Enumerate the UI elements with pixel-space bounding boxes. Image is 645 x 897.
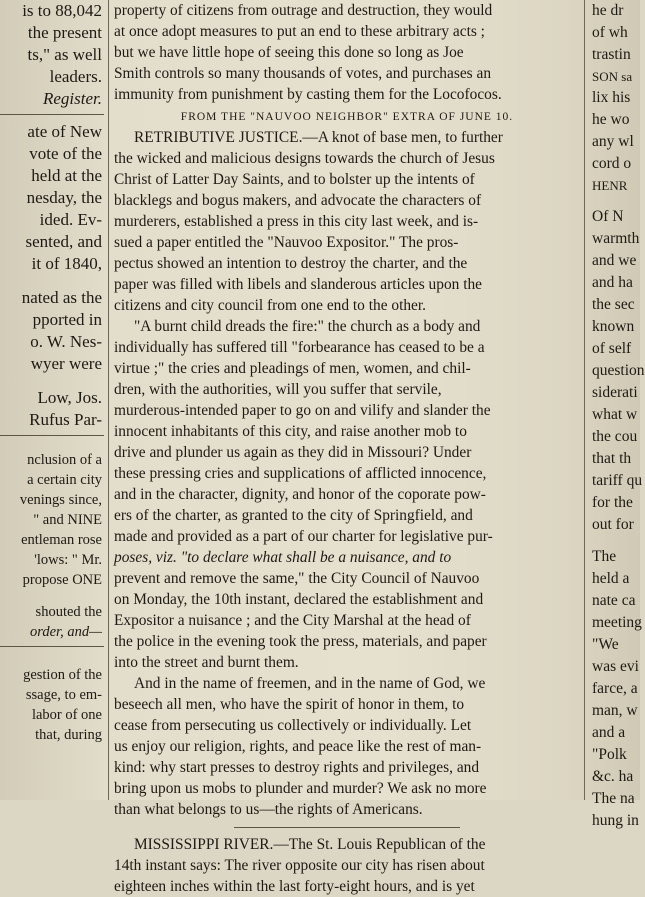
- text-line: made and provided as a part of our charter for legislative pur-: [114, 528, 493, 545]
- text-line: pported in: [32, 310, 102, 329]
- text-line: " and NINE: [33, 512, 102, 528]
- text-line: nated as the: [21, 288, 102, 307]
- column-rule-left: [108, 0, 109, 800]
- text-line: hung in: [592, 812, 639, 829]
- text-line: meeting: [592, 614, 642, 631]
- text-line: RETRIBUTIVE JUSTICE.—A knot of base men, to further: [134, 129, 503, 146]
- text-line: he wo: [592, 111, 630, 128]
- text-line: at once adopt measures to put an end to these arbitrary acts ;: [114, 23, 485, 40]
- divider: [0, 646, 104, 647]
- text-line: lix his: [592, 89, 631, 106]
- text-line: Expositor a nuisance ; and the City Marshal at the head of: [114, 612, 471, 629]
- text-line: propose ONE: [22, 572, 102, 588]
- text-line: ts," as well: [27, 45, 102, 64]
- burnt-child-paragraph: [114, 316, 580, 673]
- text-line: and in the character, dignity, and honor of the coporate pow-: [114, 486, 486, 503]
- text-line: kind: why start presses to destroy rights and privileges, and: [114, 759, 480, 776]
- text-line: the police in the evening took the press, materials, and paper: [114, 633, 487, 650]
- text-line: "We: [592, 636, 619, 653]
- text-line: sued a paper entitled the "Nauvoo Expositor." The pros-: [114, 234, 459, 251]
- column-rule-right: [584, 0, 585, 800]
- text-line: "A burnt child dreads the fire:" the church as a body and: [134, 318, 481, 335]
- right-block-3: [589, 546, 640, 832]
- text-line: and we: [592, 252, 637, 269]
- text-line: held at the: [31, 166, 102, 185]
- text-line: HENR: [592, 178, 628, 193]
- text-line: was evi: [592, 658, 639, 675]
- text-line: the sec: [592, 296, 635, 313]
- divider: [0, 435, 104, 436]
- text-line: any wl: [592, 133, 634, 150]
- text-line: on Monday, the 10th instant, declared the establishment and: [114, 591, 484, 608]
- text-line: murderous-intended paper to go on and vilify and slander the: [114, 402, 491, 419]
- left-column: [0, 0, 104, 800]
- text-line: virtue ;" the cries and pleadings of men, women, and chil-: [114, 360, 471, 377]
- text-line: he dr: [592, 2, 624, 19]
- section-heading: FROM THE "NAUVOO NEIGHBOR" EXTRA OF JUNE 10.: [180, 111, 514, 123]
- text-line: Smith controls so many thousands of votes, and purchases an: [114, 65, 492, 82]
- intro-paragraph: [114, 0, 580, 105]
- text-line: MISSISSIPPI RIVER.—The St. Louis Republican of the: [134, 836, 486, 853]
- text-line: that, during: [35, 727, 102, 743]
- text-line: wyer were: [30, 354, 102, 373]
- text-line: Low, Jos.: [37, 388, 102, 407]
- divider: [234, 827, 460, 828]
- text-line: sented, and: [25, 232, 102, 251]
- text-line: of self: [592, 340, 632, 357]
- text-line: held a: [592, 570, 630, 587]
- text-line: these pressing cries and supplications of afflicted innocence,: [114, 465, 487, 482]
- left-block-3: [0, 287, 104, 375]
- text-line: cease from persecuting us collectively or individually. Let: [114, 717, 472, 734]
- text-line: warmth: [592, 230, 640, 247]
- left-block-5: [0, 450, 104, 590]
- text-line: nclusion of a: [27, 452, 102, 468]
- left-block-4: [0, 387, 104, 431]
- text-line: and ha: [592, 274, 633, 291]
- left-block-6: [0, 602, 104, 642]
- text-line: tariff qu: [592, 472, 643, 489]
- text-line: Rufus Par-: [29, 410, 102, 429]
- text-line: labor of one: [31, 707, 102, 723]
- text-line: siderati: [592, 384, 638, 401]
- text-line: 'lows: " Mr.: [34, 552, 102, 568]
- right-column: [589, 0, 645, 829]
- text-line: Christ of Latter Day Saints, and to bolster up the intents of: [114, 171, 475, 188]
- text-line: out for: [592, 516, 634, 533]
- text-line: is to 88,042: [22, 1, 102, 20]
- text-line: the cou: [592, 428, 638, 445]
- text-line: property of citizens from outrage and destruction, they would: [114, 2, 493, 19]
- text-line: known: [592, 318, 635, 335]
- text-line: ided. Ev-: [39, 210, 102, 229]
- text-line: drive and plunder us again as they did in Missouri? Under: [114, 444, 472, 461]
- text-line: ssage, to em-: [25, 687, 102, 703]
- mississippi-river-paragraph: [114, 834, 580, 897]
- divider: [0, 114, 104, 115]
- text-line: prevent and remove the same," the City Council of Nauvoo: [114, 570, 480, 587]
- text-line: Register.: [42, 89, 102, 108]
- text-line: nate ca: [592, 592, 636, 609]
- text-line: a certain city: [27, 472, 102, 488]
- text-line: into the street and burnt them.: [114, 654, 299, 671]
- text-line: venings since,: [19, 492, 102, 508]
- text-line: SON sa: [592, 69, 633, 84]
- text-line: ers of the charter, as granted to the city of Springfield, and: [114, 507, 473, 524]
- text-line: and a: [592, 724, 626, 741]
- text-line: that th: [592, 450, 632, 467]
- text-line: murderers, established a press in this city last week, and is-: [114, 213, 479, 230]
- text-line: beseech all men, who have the spirit of honor in them, to: [114, 696, 465, 713]
- left-block-7: [0, 665, 104, 745]
- right-block-2: [589, 206, 645, 536]
- text-line: leaders.: [49, 67, 102, 86]
- text-line: Of N: [592, 208, 624, 225]
- text-line: And in the name of freemen, and in the name of God, we: [134, 675, 486, 692]
- text-line: of wh: [592, 24, 628, 41]
- text-line: innocent inhabitants of this city, and raise another mob to: [114, 423, 467, 440]
- text-line: individually has suffered till "forbearance has ceased to be a: [114, 339, 485, 356]
- left-block-1: [0, 0, 104, 110]
- text-line: vote of the: [29, 144, 102, 163]
- text-line: farce, a: [592, 680, 638, 697]
- text-line: "Polk: [592, 746, 627, 763]
- text-line: than what belongs to us—the rights of Americans.: [114, 801, 423, 818]
- text-line: the present: [27, 23, 102, 42]
- text-line: nesday, the: [26, 188, 102, 207]
- right-block-1: [589, 0, 640, 196]
- text-line: us enjoy our religion, rights, and peace like the rest of man-: [114, 738, 482, 755]
- text-line: citizens and city council from one end to the other.: [114, 297, 426, 314]
- text-line: order, and—: [30, 624, 102, 640]
- text-line: the wicked and malicious designs towards the church of Jesus: [114, 150, 495, 167]
- freemen-paragraph: [114, 673, 580, 820]
- text-line: question: [592, 362, 645, 379]
- text-line: it of 1840,: [31, 254, 102, 273]
- retributive-justice-paragraph: [114, 127, 580, 316]
- text-line: o. W. Nes-: [30, 332, 102, 351]
- text-line: The na: [592, 790, 635, 807]
- text-line: poses, viz. "to declare what shall be a nuisance, and to: [114, 549, 452, 566]
- text-line: eighteen inches within the last forty-eight hours, and is yet: [114, 878, 475, 895]
- text-line: paper was filled with libels and slanderous articles upon the: [114, 276, 482, 293]
- text-line: entleman rose: [21, 532, 102, 548]
- text-line: blacklegs and bogus makers, and advocate the characters of: [114, 192, 482, 209]
- center-column: [114, 0, 580, 895]
- text-line: immunity from punishment by casting them for the Locofocos.: [114, 86, 502, 103]
- left-block-2: [0, 121, 104, 275]
- text-line: man, w: [592, 702, 638, 719]
- text-line: ate of New: [27, 122, 102, 141]
- text-line: trastin: [592, 46, 631, 63]
- text-line: The: [592, 548, 617, 565]
- text-line: shouted the: [35, 604, 102, 620]
- text-line: 14th instant says: The river opposite our city has risen about: [114, 857, 485, 874]
- text-line: cord o: [592, 155, 632, 172]
- text-line: what w: [592, 406, 638, 423]
- text-line: but we have little hope of seeing this done so long as Joe: [114, 44, 464, 61]
- text-line: &c. ha: [592, 768, 634, 785]
- text-line: bring upon us mobs to plunder and murder? We ask no more: [114, 780, 487, 797]
- text-line: for the: [592, 494, 633, 511]
- text-line: gestion of the: [23, 667, 102, 683]
- text-line: dren, with the authorities, will you suffer that servile,: [114, 381, 442, 398]
- text-line: pectus showed an intention to destroy the charter, and the: [114, 255, 468, 272]
